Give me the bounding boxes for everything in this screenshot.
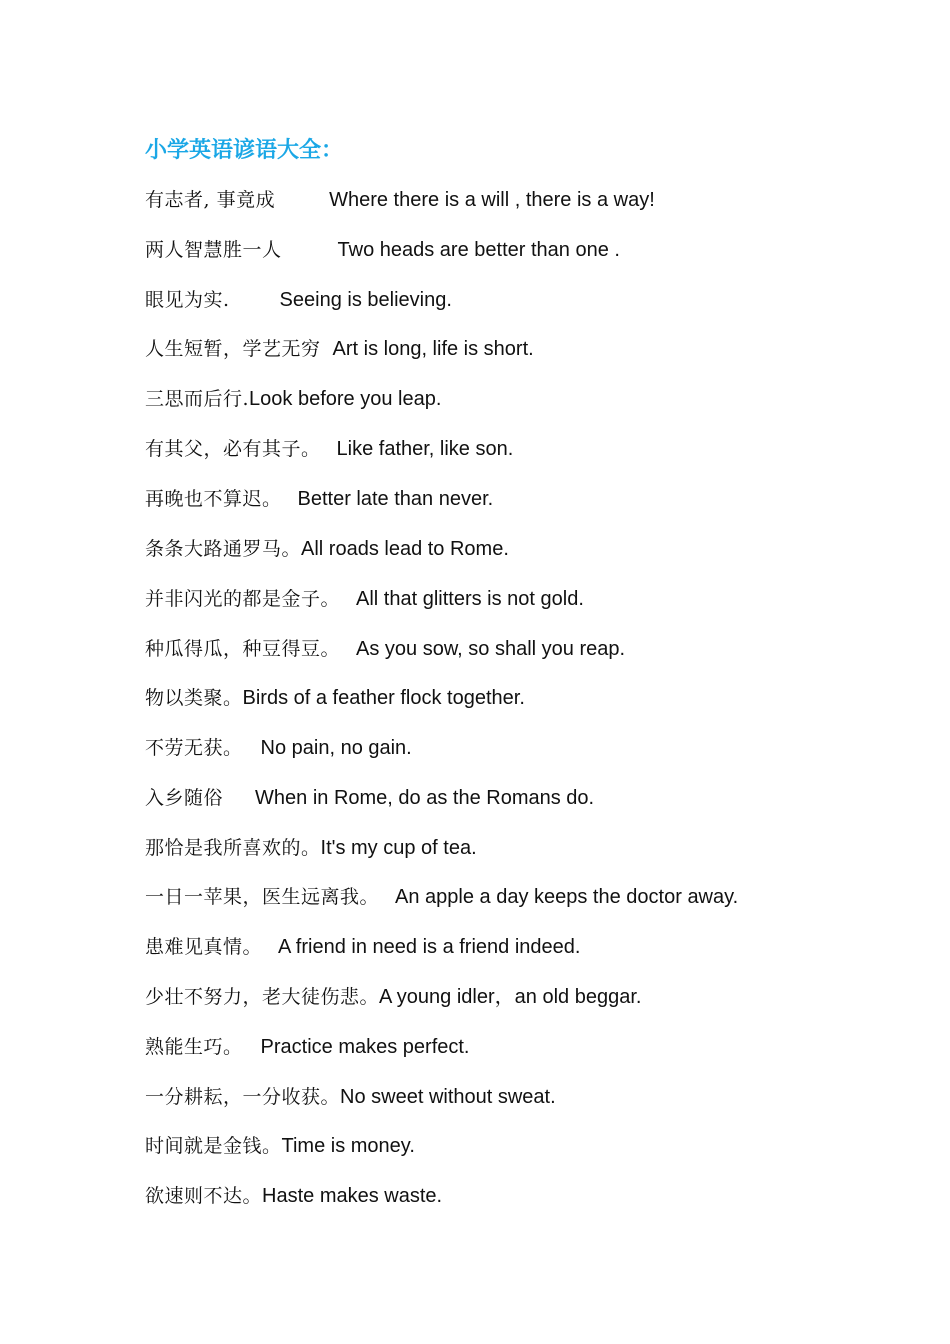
proverb-line xyxy=(145,1032,469,1062)
proverb-english: Look before you leap. xyxy=(249,388,442,410)
proverb-line xyxy=(145,384,441,414)
proverb-english: An apple a day keeps the doctor away. xyxy=(395,886,739,908)
proverb-chinese: 有志者, 事竟成 xyxy=(145,189,276,211)
proverb-line xyxy=(145,932,580,962)
proverb-english: Two heads are better than one . xyxy=(337,239,620,261)
proverb-line xyxy=(145,833,477,863)
proverb-english: All that glitters is not gold. xyxy=(356,588,584,610)
proverb-chinese: 三思而后行. xyxy=(145,388,250,410)
proverb-english: Seeing is believing. xyxy=(279,289,452,311)
proverb-chinese: 熟能生巧。 xyxy=(145,1036,243,1058)
proverb-line xyxy=(145,733,412,763)
proverb-chinese: 人生短暂，学艺无穷 xyxy=(145,338,321,360)
proverb-chinese: 那恰是我所喜欢的。 xyxy=(145,837,321,859)
proverb-line xyxy=(145,484,493,514)
proverb-english: Haste makes waste. xyxy=(262,1185,443,1207)
proverb-line xyxy=(145,534,509,564)
proverb-chinese: 物以类聚。 xyxy=(145,687,243,709)
proverb-line xyxy=(145,584,584,614)
proverb-line xyxy=(145,334,534,364)
proverb-chinese: 入乡随俗 xyxy=(145,787,224,809)
proverb-english: It's my cup of tea. xyxy=(320,837,477,859)
proverb-line xyxy=(145,783,594,813)
proverb-english: No sweet without sweat. xyxy=(340,1086,556,1108)
proverb-english: Where there is a will , there is a way! xyxy=(329,189,655,211)
proverb-chinese: 有其父，必有其子。 xyxy=(145,438,321,460)
proverb-chinese: 时间就是金钱。 xyxy=(145,1135,282,1157)
proverb-line xyxy=(145,1181,442,1211)
proverb-line xyxy=(145,1082,556,1112)
proverb-line xyxy=(145,634,625,664)
proverb-line xyxy=(145,285,452,315)
proverb-line xyxy=(145,882,738,912)
proverb-chinese: 条条大路通罗马。 xyxy=(145,538,302,560)
proverb-chinese: 欲速则不达。 xyxy=(145,1185,263,1207)
proverb-chinese: 患难见真情。 xyxy=(145,936,263,958)
proverb-chinese: 一日一苹果，医生远离我。 xyxy=(145,886,380,908)
proverb-english: Birds of a feather flock together. xyxy=(242,687,525,709)
proverb-chinese: 眼见为实. xyxy=(145,289,230,311)
proverb-chinese: 不劳无获。 xyxy=(145,737,243,759)
proverb-chinese: 再晚也不算迟。 xyxy=(145,488,282,510)
proverb-english: Practice makes perfect. xyxy=(260,1036,470,1058)
proverb-line xyxy=(145,683,525,713)
proverb-line xyxy=(145,185,655,215)
proverb-chinese: 一分耕耘，一分收获。 xyxy=(145,1086,341,1108)
proverb-line xyxy=(145,1131,415,1161)
proverb-line xyxy=(145,982,641,1012)
proverb-english: All roads lead to Rome. xyxy=(301,538,509,560)
proverb-line xyxy=(145,434,513,464)
proverb-line xyxy=(145,235,620,265)
proverb-chinese: 少壮不努力，老大徒伤悲。 xyxy=(145,986,380,1008)
proverb-english: Like father, like son. xyxy=(336,438,514,460)
proverb-chinese: 并非闪光的都是金子。 xyxy=(145,588,341,610)
proverb-english: Better late than never. xyxy=(297,488,494,510)
proverb-english: When in Rome, do as the Romans do. xyxy=(255,787,595,809)
proverb-english: Art is long, life is short. xyxy=(332,338,534,360)
proverb-chinese: 种瓜得瓜，种豆得豆。 xyxy=(145,638,341,660)
proverb-english: A young idler，an old beggar. xyxy=(379,986,642,1008)
proverb-english: A friend in need is a friend indeed. xyxy=(278,936,581,958)
proverb-english: Time is money. xyxy=(281,1135,415,1157)
proverb-english: As you sow, so shall you reap. xyxy=(356,638,626,660)
page-title: 小学英语谚语大全： xyxy=(145,138,344,163)
proverb-english: No pain, no gain. xyxy=(260,737,412,759)
proverb-chinese: 两人智慧胜一人 xyxy=(145,239,282,261)
